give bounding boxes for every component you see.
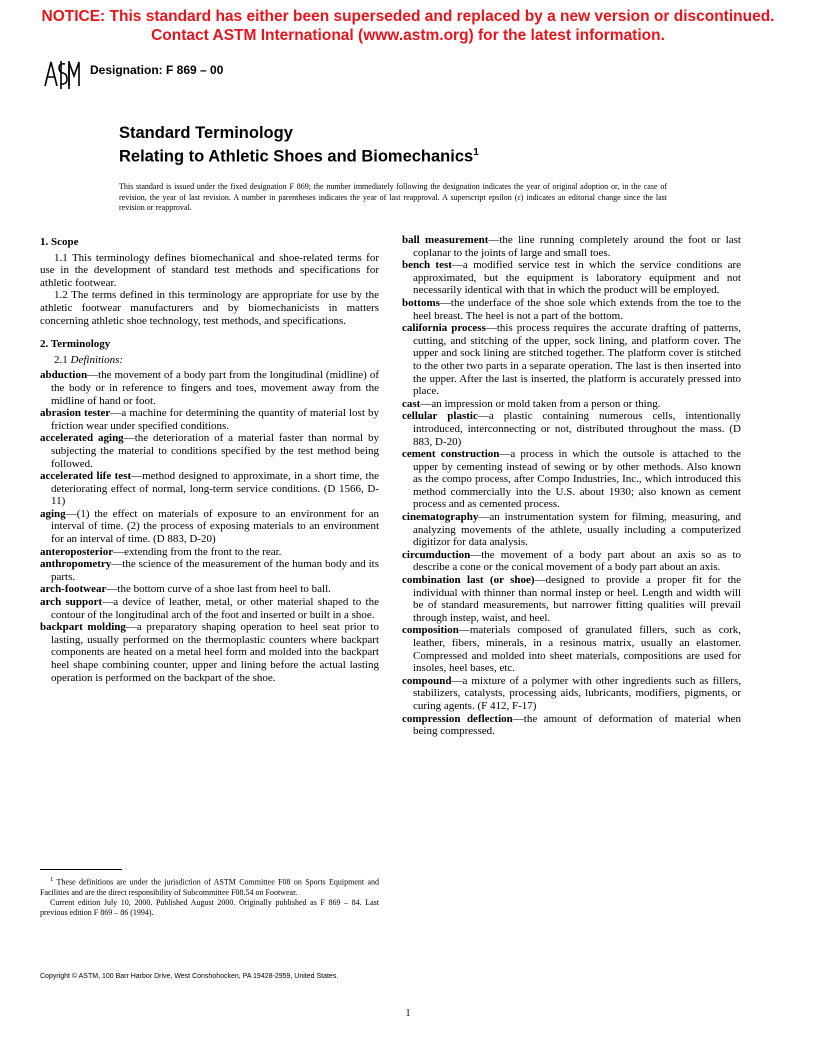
definition-term: accelerated aging <box>40 432 124 445</box>
definition-term: bottoms <box>402 296 440 309</box>
definition-text: —designed to provide a proper fit for the individual with thinner than normal instep or heel. Length and width will be of standard measurements, but narrower fitting qualities will prevail through instep, waist, and heel. <box>413 574 742 624</box>
supersession-notice <box>0 7 816 45</box>
definition-text: —the deterioration of a material faster than normal by subjecting the material to conditions specified by the test method being followed. <box>51 432 379 470</box>
definition-text: —this process requires the accurate drafting of patterns, cutting, and stitching of the upper, sock lining, and platform cover. The upper and sock lining are stitched together. The platform cover is stitched to the other two parts in a separate operation. The last is then inserted into the upper. After the last is inserted, the platform is accurately pressed into place. <box>413 322 742 398</box>
definition-text: —the bottom curve of a shoe last from heel to ball. <box>106 583 331 596</box>
definition-term: compression deflection <box>402 712 513 725</box>
footnote-edition: Current edition July 10, 2000. Published August 2000. Originally published as F 869 – 84. Last previous edition F 869 – 86 (1994). <box>40 897 379 917</box>
definition-entry <box>40 470 379 508</box>
definition-term: aging <box>40 507 66 520</box>
definition-text: —an impression or mold taken from a person or thing. <box>420 397 661 410</box>
definition-text: —a device of leather, metal, or other material shaped to the contour of the longitudinal arch of the foot and inserted or built in a shoe. <box>51 596 379 621</box>
definition-entry <box>402 624 741 674</box>
terminology-heading: 2. Terminology <box>40 338 111 351</box>
right-column <box>402 234 741 738</box>
definition-entry <box>402 549 741 574</box>
definition-term: abduction <box>40 369 88 382</box>
definition-text: —an instrumentation system for filming, measuring, and analyzing movements of the athlete, usually including a computerized digitizor for data analysis. <box>413 511 741 549</box>
definition-text: —extending from the front to the rear. <box>113 545 282 558</box>
issuance-note: This standard is issued under the fixed designation F 869; the number immediately following the designation indicates the year of original adoption or, in the case of revision, the year of last revision. A number in parentheses indicates the year of last reapproval. A superscript epsilon (ε) indicates an editorial change since the last revision or reapproval. <box>119 182 667 212</box>
definition-entry <box>402 234 741 259</box>
definition-term: bench test <box>402 259 452 272</box>
definition-text: —a process in which the outsole is attached to the upper by cementing instead of sewing or by other methods. Also known as the compo process, after Compo Industries, Inc., which introduced this method commercially into the U.S. about 1930; also known as cement process and as cemented process. <box>413 448 741 511</box>
definitions-subheading <box>40 354 379 367</box>
definition-text: —a preparatory shaping operation to heel seat prior to lasting, usually performed on the thermoplastic counters where backpart components are heated on a metal heel form and molded into the backpart heel shape combining counter, upper and lining before the actual lasting operation is performed on the backpart of the shoe. <box>51 621 379 684</box>
definition-term: composition <box>402 624 459 637</box>
footnote <box>40 875 379 918</box>
definition-entry <box>40 583 379 596</box>
definition-entry <box>402 322 741 398</box>
definition-term: backpart molding <box>40 621 126 634</box>
definition-text: —the science of the measurement of the human body and its parts. <box>51 558 379 583</box>
notice-line-1: NOTICE: This standard has either been superseded and replaced by a new version or discontinued. <box>41 8 775 25</box>
definition-text: —(1) the effect on materials of exposure to an environment for an interval of time. (2) the process of exposing materials to an environment for an interval of time. (D 883, D-20) <box>51 507 379 546</box>
scope-paragraph-1: 1.1 This terminology defines biomechanical and shoe-related terms for use in the development of standard test methods and specifications for athletic footwear. <box>40 251 379 289</box>
footnote-mark: 1 <box>50 876 54 883</box>
definition-entry <box>40 508 379 546</box>
definition-term: california process <box>402 322 486 335</box>
definition-entry <box>402 297 741 322</box>
definitions-subheading-label: Definitions: <box>70 353 124 366</box>
definition-entry <box>40 596 379 621</box>
footnote-divider <box>40 869 122 870</box>
title-line-2: Relating to Athletic Shoes and Biomechanics <box>119 147 474 166</box>
definition-text: —the underface of the shoe sole which extends from the toe to the heel breast. The heel is not a part of the bottom. <box>413 296 741 322</box>
definition-term: cement construction <box>402 448 500 461</box>
definition-term: arch support <box>40 596 103 609</box>
definition-text: —a machine for determining the quantity of material lost by friction wear under specified conditions. <box>51 407 379 432</box>
definition-term: cinematography <box>402 511 479 524</box>
definition-entry <box>40 407 379 432</box>
title-footnote-mark: 1 <box>473 147 479 158</box>
copyright-line: Copyright © ASTM, 100 Barr Harbor Drive, West Conshohocken, PA 19428-2959, United States. <box>40 973 339 980</box>
definition-term: circumduction <box>402 548 471 561</box>
astm-logo-icon <box>40 56 82 92</box>
definition-term: cellular plastic <box>402 410 478 423</box>
definition-entry <box>40 546 379 559</box>
definition-text: —a mixture of a polymer with other ingredients such as fillers, stabilizers, catalysts, processing aids, lubricants, modifiers, pigments, or curing agents. (F 412, F-17) <box>413 674 741 712</box>
footnote-jurisdiction: These definitions are under the jurisdiction of ASTM Committee F08 on Sports Equipment and Facilities and are the direct responsibility of Subcommittee F08.54 on Footwear. <box>40 877 379 897</box>
definition-text: —a plastic containing numerous cells, intentionally introduced, interconnecting or not, distributed throughout the mass. (D 883, D-20) <box>413 410 741 448</box>
definition-term: ball measurement <box>402 234 489 246</box>
definition-term: cast <box>402 397 421 410</box>
definition-entry <box>402 675 741 713</box>
definition-entry <box>402 511 741 549</box>
definition-entry <box>402 259 741 297</box>
definition-entry <box>40 621 379 684</box>
scope-heading: 1. Scope <box>40 236 79 248</box>
definition-text: —the movement of a body part about an axis so as to describe a cone or the conical movement of a body part about an axis. <box>413 548 741 574</box>
definition-entry <box>40 369 379 407</box>
page-number: 1 <box>405 1008 411 1019</box>
definition-entry <box>402 410 741 448</box>
definition-term: anteroposterior <box>40 545 114 558</box>
definition-term: accelerated life test <box>40 470 132 483</box>
title-line-1: Standard Terminology <box>119 124 293 142</box>
definition-entry <box>402 713 741 738</box>
definition-term: combination last (or shoe) <box>402 574 535 587</box>
definition-text: —the line running completely around the foot or last coplanar to the joints of large and small toes. <box>413 234 741 259</box>
definition-term: abrasion tester <box>40 407 111 420</box>
definitions-list-left <box>40 369 379 684</box>
definition-term: anthropometry <box>40 558 112 571</box>
definition-entry <box>402 448 741 511</box>
definitions-subheading-number: 2.1 <box>54 353 68 366</box>
definition-entry <box>402 398 741 411</box>
page-title <box>119 124 479 167</box>
designation: Designation: F 869 – 00 <box>90 63 224 77</box>
definition-text: —the amount of deformation of material when being compressed. <box>413 712 741 738</box>
definition-text: —the movement of a body part from the longitudinal (midline) of the body or in reference to fingers and toes, movement away from the midline of hand or foot. <box>51 369 379 407</box>
definition-term: compound <box>402 674 452 687</box>
left-column <box>40 234 379 684</box>
definition-entry <box>40 432 379 470</box>
definition-text: —method designed to approximate, in a short time, the deteriorating effect of normal, long-term service conditions. (D 1566, D-11) <box>51 470 379 508</box>
definition-text: —a modified service test in which the service conditions are approximated, but the equipment is laboratory equipment and not necessarily identical with that in which the product will be employed. <box>413 259 741 297</box>
definition-entry <box>40 558 379 583</box>
notice-line-2: Contact ASTM International (www.astm.org) for the latest information. <box>151 27 665 44</box>
definition-text: —materials composed of granulated fillers, such as cork, leather, fibers, minerals, in a resinous matrix, usually an elastomer. Compressed and molded into sheet materials, compositions are used for insoles, heel bases, etc. <box>413 624 741 675</box>
scope-paragraph-2: 1.2 The terms defined in this terminology are appropriate for use by the athletic footwear manufacturers and by biomechanicists in matters concerning athletic shoe technology, test methods, and specifications. <box>40 289 379 327</box>
definitions-list-right <box>402 234 741 738</box>
definition-term: arch-footwear <box>40 583 107 596</box>
definition-entry <box>402 574 741 624</box>
